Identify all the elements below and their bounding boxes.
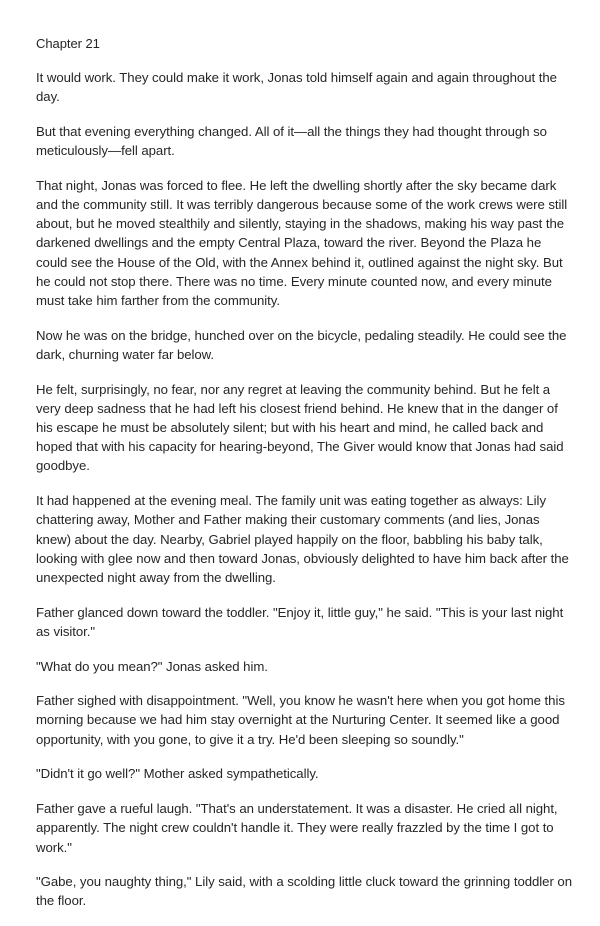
paragraph: Father sighed with disappointment. "Well, you know he wasn't here when you got home this morning because we had him stay overnight at the Nurturing Center. It seemed like a good opportunity, with you gone, to give it a try. He'd been sleeping so soundly.": [36, 693, 565, 747]
paragraph: He felt, surprisingly, no fear, nor any regret at leaving the community behind. But he felt a very deep sadness that he had left his closest friend behind. He knew that in the danger of his escape he must be absolutely silent; but with his heart and mind, he called back and hoped that with his capacity for hearing-beyond, The Giver would know that Jonas had said goodbye.: [36, 381, 564, 474]
paragraph: But that evening everything changed. All of it—all the things they had thought through so meticulously—fell apart.: [36, 123, 547, 159]
document-page: [36, 34, 572, 926]
paragraph: That night, Jonas was forced to flee. He left the dwelling shortly after the sky became dark and the community still. It was terribly dangerous because some of the work crews were still about, but he moved stealthily and silently, staying in the shadows, making his way past the darkened dwellings and the empty Central Plaza, toward the river. Beyond the Plaza he could see the House of the Old, with the Annex behind it, outlined against the night sky. But he could not stop there. There was no time. Every minute counted now, and every minute must take him farther from the community.: [36, 177, 568, 309]
paragraph: It had happened at the evening meal. The family unit was eating together as always: Lily chattering away, Mother and Father making their customary comments (and lies, Jonas knew) about the day. Nearby, Gabriel played happily on the floor, babbling his baby talk, looking with glee now and then toward Jonas, obviously delighted to have him back after the unexpected night away from the dwelling.: [36, 493, 569, 585]
paragraph: "Gabe, you naughty thing," Lily said, with a scolding little cluck toward the grinning toddler on the floor.: [36, 874, 572, 909]
paragraph: Father gave a rueful laugh. "That's an understatement. It was a disaster. He cried all night, apparently. The night crew couldn't handle it. They were really frazzled by the time I got to work.": [36, 801, 558, 855]
paragraph: "What do you mean?" Jonas asked him.: [36, 658, 268, 674]
paragraph: Now he was on the bridge, hunched over on the bicycle, pedaling steadily. He could see the dark, churning water far below.: [36, 327, 567, 362]
chapter-title: Chapter 21: [36, 36, 100, 51]
paragraph: It would work. They could make it work, Jonas told himself again and again throughout the day.: [36, 70, 557, 105]
paragraph: "Didn't it go well?" Mother asked sympathetically.: [36, 766, 319, 782]
paragraph: Father glanced down toward the toddler. "Enjoy it, little guy," he said. "This is your last night as visitor.": [36, 604, 564, 639]
